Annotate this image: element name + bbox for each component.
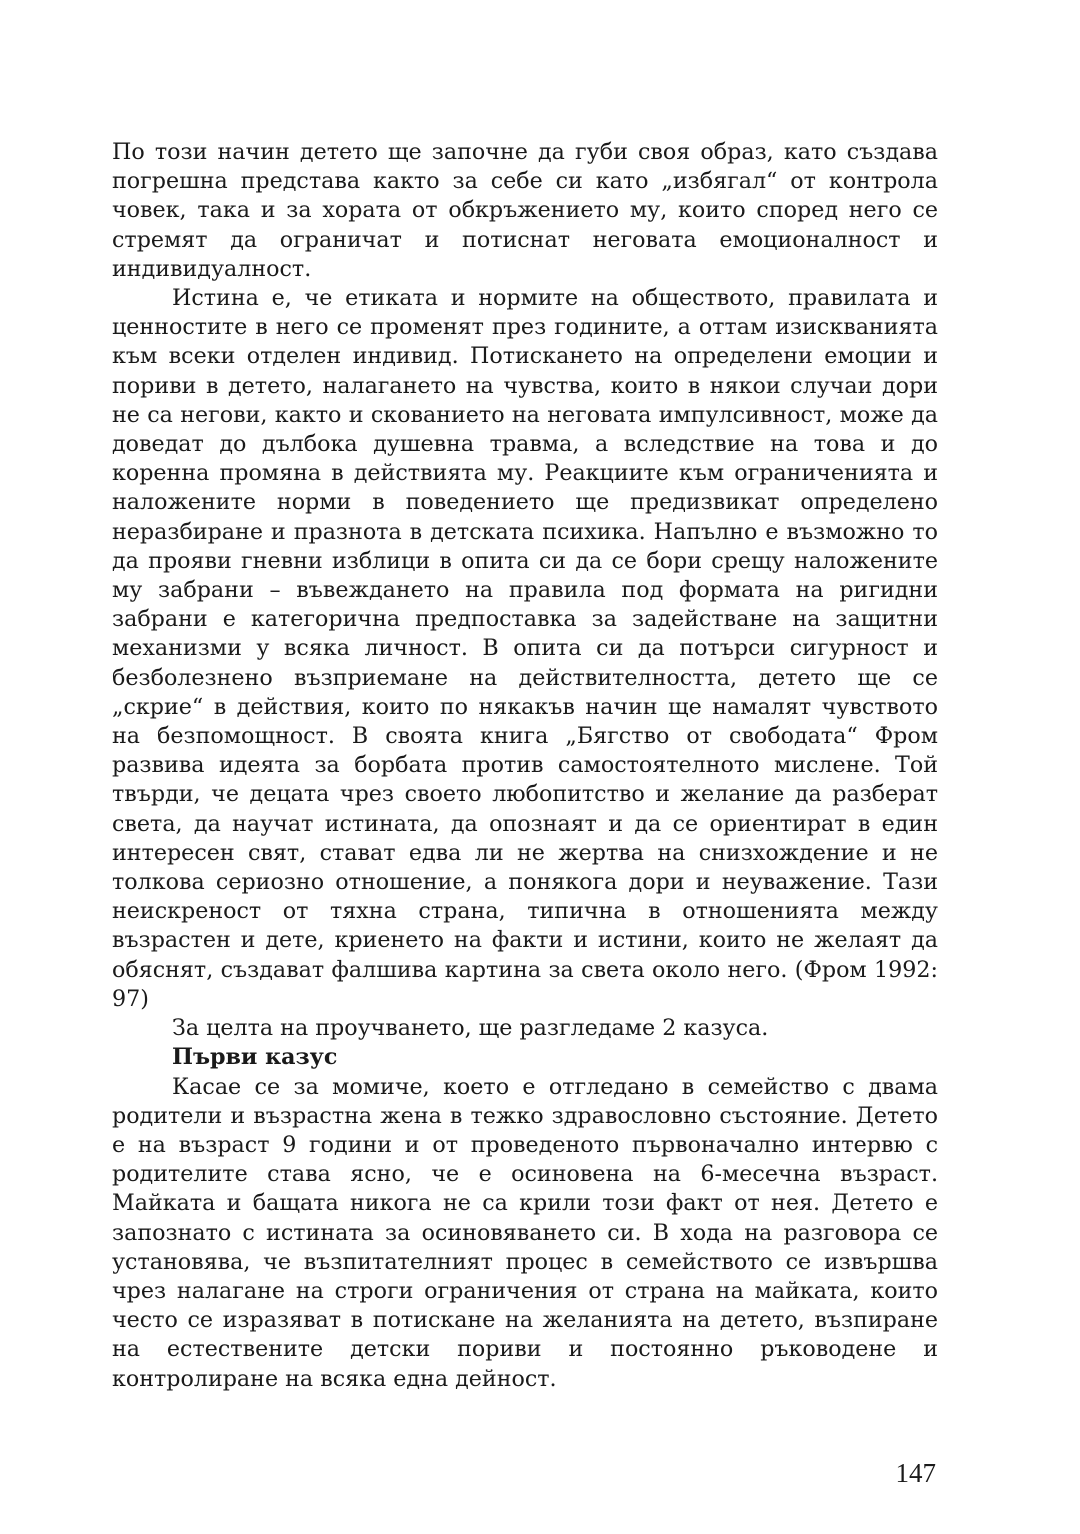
paragraph-intro: По този начин детето ще започне да губи своя образ, като създава погрешна представа както за себе си като „избягал“ от контрола човек, така и за хората от обкръжението му, които според него се стремят да ограничат и потиснат неговата емоционалност и индивидуалност. (112, 139, 938, 282)
page-number: 147 (895, 1458, 936, 1488)
section-heading: Първи казус (172, 1044, 338, 1071)
paragraph-case-one: Касае се за момиче, което е отгледано в семейство с двама родители и възрастна жена в тежко здравословно състояние. Детето е на възраст 9 години и от проведеното първоначално интервю с родителите става ясно, че е осиновена на 6-месечна възраст. Майката и бащата никога не са крили този факт от нея. Детето е запознато с истината за осиновяването си. В хода на разговора се установява, че възпитателният процес в семейството се извършва чрез налагане на строги ограничения от страна на майката, които често се изразяват в потискане на желанията на детето, възпиране на естествените детски пориви и постоянно ръководене и контролиране на всяка една дейност. (112, 1073, 938, 1392)
body-text (112, 138, 938, 1394)
paragraph-study-purpose: За целта на проучването, ще разгледаме 2 казуса. (172, 1015, 769, 1042)
paragraph-main: Истина е, че етиката и нормите на обществото, правилата и ценностите в него се променят през годините, а оттам изискванията към всеки отделен индивид. Потискането на определени емоции и пориви в детето, налагането на чувства, които в някои случаи дори не са негови, както и скованието на неговата импулсивност, може да доведат до дълбока душевна травма, а вследствие на това и до коренна промяна в действията му. Реакциите към ограниченията и наложените норми в поведението ще предизвикат определено неразбиране и празнота в детската психика. Напълно е възможно то да прояви гневни изблици в опита си да се бори срещу наложените му забрани – въвеждането на правила под формата на ригидни забрани е категорична предпоставка за задействане на защитни механизми у всяка личност. В опита си да потърси сигурност и безболезнено възприемане на действителността, детето ще се „скрие“ в действия, които по някакъв начин ще намалят чувството на безпомощност. В своята книга „Бягство от свободата“ Фром развива идеята за борбата против самостоятелното мислене. Той твърди, че децата чрез своето любопитство и желание да разберат света, да научат истината, да опознаят и да се ориентират в един интересен свят, стават едва ли не жертва на снизхождение и не толкова сериозно отношение, а понякога дори и неуважение. Тази неискреност от тяхна страна, типична в отношенията между възрастен и дете, криенето на факти и истини, които не желаят да обяснят, създават фалшива картина за света около него. (Фром 1992: 97) (112, 285, 938, 1012)
